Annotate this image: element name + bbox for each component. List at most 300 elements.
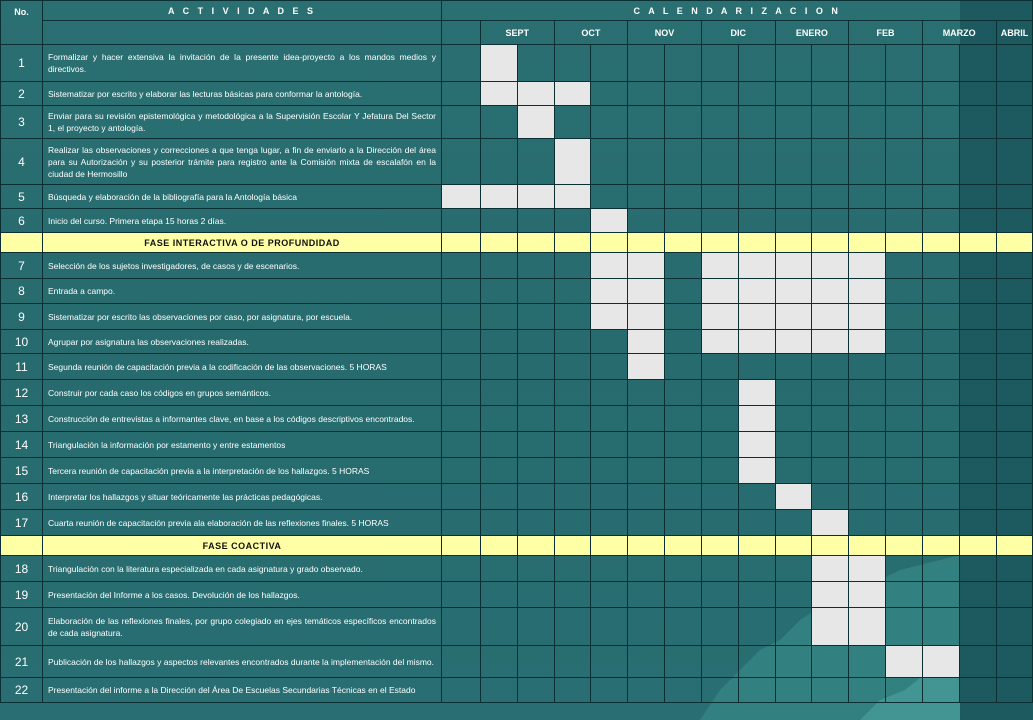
calendar-cell bbox=[480, 432, 517, 458]
calendar-cell bbox=[591, 458, 628, 484]
calendar-cell bbox=[517, 678, 554, 703]
calendar-cell bbox=[442, 82, 481, 106]
header-row bbox=[1, 1, 1033, 21]
calendar-cell bbox=[959, 330, 996, 354]
calendar-cell bbox=[591, 82, 628, 106]
phase-calendar-cell bbox=[480, 536, 517, 556]
calendar-cell bbox=[959, 678, 996, 703]
phase-calendar-cell bbox=[738, 233, 775, 253]
calendar-cell bbox=[665, 608, 702, 646]
calendar-cell bbox=[517, 582, 554, 608]
activity-description: Selección de los sujetos investigadores, de casos y de escenarios. bbox=[43, 253, 442, 279]
month-header-nov: NOV bbox=[628, 21, 702, 45]
calendar-cell bbox=[701, 432, 738, 458]
calendar-cell bbox=[812, 432, 849, 458]
activity-description: Presentación del Informe a los casos. Devolución de los hallazgos. bbox=[43, 582, 442, 608]
calendar-cell bbox=[775, 432, 812, 458]
calendar-cell bbox=[665, 484, 702, 510]
calendar-cell bbox=[665, 139, 702, 185]
calendar-cell bbox=[886, 185, 923, 209]
month-header-feb: FEB bbox=[849, 21, 923, 45]
calendar-cell bbox=[701, 582, 738, 608]
scheduled-cell bbox=[775, 484, 812, 510]
activity-description: Enviar para su revisión epistemológica y metodológica a la Supervisión Escolar Y Jefatura Del Sector 1, el proyecto y antología. bbox=[43, 106, 442, 139]
calendar-cell bbox=[849, 106, 886, 139]
scheduled-cell bbox=[738, 330, 775, 354]
phase-calendar-cell bbox=[442, 536, 481, 556]
activity-number: 3 bbox=[1, 106, 43, 139]
calendar-cell bbox=[959, 646, 996, 678]
calendar-cell bbox=[591, 139, 628, 185]
calendar-cell bbox=[886, 106, 923, 139]
month-header-oct: OCT bbox=[554, 21, 628, 45]
calendar-cell bbox=[996, 432, 1033, 458]
activity-number: 11 bbox=[1, 354, 43, 380]
calendar-cell bbox=[480, 510, 517, 536]
activity-row bbox=[1, 678, 1033, 703]
calendar-cell bbox=[738, 354, 775, 380]
activity-number: 9 bbox=[1, 304, 43, 330]
calendar-cell bbox=[554, 330, 591, 354]
scheduled-cell bbox=[701, 279, 738, 304]
calendar-cell bbox=[480, 458, 517, 484]
activity-description: Construcción de entrevistas a informantes clave, en base a los códigos descriptivos encontrados. bbox=[43, 406, 442, 432]
calendar-cell bbox=[849, 354, 886, 380]
calendar-cell bbox=[886, 406, 923, 432]
activity-number: 21 bbox=[1, 646, 43, 678]
scheduled-cell bbox=[812, 556, 849, 582]
calendar-cell bbox=[480, 209, 517, 233]
calendar-cell bbox=[480, 556, 517, 582]
phase-calendar-cell bbox=[812, 233, 849, 253]
calendar-cell bbox=[701, 209, 738, 233]
calendar-cell bbox=[812, 484, 849, 510]
activity-description: Triangulación la información por estamento y entre estamentos bbox=[43, 432, 442, 458]
calendar-cell bbox=[701, 458, 738, 484]
calendar-cell bbox=[959, 209, 996, 233]
calendar-cell bbox=[922, 279, 959, 304]
scheduled-cell bbox=[849, 330, 886, 354]
calendar-cell bbox=[922, 556, 959, 582]
scheduled-cell bbox=[738, 253, 775, 279]
calendar-cell bbox=[922, 185, 959, 209]
calendar-cell bbox=[701, 556, 738, 582]
calendar-cell bbox=[591, 608, 628, 646]
calendar-cell bbox=[591, 45, 628, 82]
calendar-cell bbox=[886, 432, 923, 458]
calendar-cell bbox=[442, 484, 481, 510]
activity-row bbox=[1, 582, 1033, 608]
calendar-cell bbox=[959, 354, 996, 380]
scheduled-cell bbox=[849, 253, 886, 279]
activity-description: Inicio del curso. Primera etapa 15 horas 2 días. bbox=[43, 209, 442, 233]
calendar-cell bbox=[922, 484, 959, 510]
activity-number: 4 bbox=[1, 139, 43, 185]
calendar-cell bbox=[665, 253, 702, 279]
calendar-cell bbox=[959, 45, 996, 82]
calendar-cell bbox=[591, 106, 628, 139]
calendar-cell bbox=[775, 82, 812, 106]
calendar-cell bbox=[738, 209, 775, 233]
calendar-cell bbox=[849, 380, 886, 406]
calendar-cell bbox=[996, 304, 1033, 330]
calendar-cell bbox=[996, 139, 1033, 185]
phase-calendar-cell bbox=[849, 536, 886, 556]
calendar-cell bbox=[812, 354, 849, 380]
calendar-cell bbox=[775, 678, 812, 703]
calendar-cell bbox=[517, 380, 554, 406]
scheduled-cell bbox=[442, 185, 481, 209]
phase-calendar-cell bbox=[628, 233, 665, 253]
activity-row bbox=[1, 82, 1033, 106]
calendar-cell bbox=[738, 646, 775, 678]
calendar-cell bbox=[738, 582, 775, 608]
calendar-cell bbox=[665, 432, 702, 458]
calendar-cell bbox=[628, 646, 665, 678]
calendar-cell bbox=[628, 608, 665, 646]
calendar-cell bbox=[996, 406, 1033, 432]
calendar-cell bbox=[959, 510, 996, 536]
activity-row bbox=[1, 406, 1033, 432]
scheduled-cell bbox=[628, 354, 665, 380]
calendar-cell bbox=[922, 106, 959, 139]
calendar-cell bbox=[442, 253, 481, 279]
calendar-cell bbox=[554, 646, 591, 678]
month-header-enero: ENERO bbox=[775, 21, 849, 45]
calendar-cell bbox=[922, 458, 959, 484]
calendar-cell bbox=[665, 304, 702, 330]
scheduled-cell bbox=[591, 253, 628, 279]
month-header-abril: ABRIL bbox=[996, 21, 1033, 45]
calendar-cell bbox=[480, 582, 517, 608]
calendar-cell bbox=[554, 253, 591, 279]
scheduled-cell bbox=[480, 185, 517, 209]
calendar-cell bbox=[922, 380, 959, 406]
scheduled-cell bbox=[812, 253, 849, 279]
calendar-cell bbox=[886, 139, 923, 185]
calendar-cell bbox=[554, 45, 591, 82]
activity-description: Interpretar los hallazgos y situar teóricamente las prácticas pedagógicas. bbox=[43, 484, 442, 510]
calendar-cell bbox=[517, 279, 554, 304]
calendar-cell bbox=[959, 253, 996, 279]
calendar-cell bbox=[554, 484, 591, 510]
month-header-dic: DIC bbox=[701, 21, 775, 45]
calendar-cell bbox=[922, 678, 959, 703]
calendar-cell bbox=[480, 406, 517, 432]
activity-number: 20 bbox=[1, 608, 43, 646]
calendar-cell bbox=[591, 380, 628, 406]
scheduled-cell bbox=[738, 380, 775, 406]
phase-calendar-cell bbox=[886, 536, 923, 556]
calendar-cell bbox=[886, 45, 923, 82]
calendar-cell bbox=[480, 380, 517, 406]
scheduled-cell bbox=[812, 510, 849, 536]
calendar-cell bbox=[701, 139, 738, 185]
calendar-cell bbox=[959, 582, 996, 608]
calendar-cell bbox=[554, 304, 591, 330]
calendar-cell bbox=[701, 82, 738, 106]
calendar-cell bbox=[996, 185, 1033, 209]
calendar-cell bbox=[738, 82, 775, 106]
calendar-cell bbox=[996, 106, 1033, 139]
phase-number-cell bbox=[1, 536, 43, 556]
calendar-cell bbox=[738, 678, 775, 703]
calendar-cell bbox=[996, 458, 1033, 484]
calendar-cell bbox=[701, 354, 738, 380]
calendar-cell bbox=[886, 608, 923, 646]
calendar-cell bbox=[996, 45, 1033, 82]
calendar-cell bbox=[886, 556, 923, 582]
calendar-cell bbox=[996, 510, 1033, 536]
scheduled-cell bbox=[738, 458, 775, 484]
calendar-cell bbox=[886, 279, 923, 304]
phase-calendar-cell bbox=[554, 536, 591, 556]
activities-header-blank bbox=[43, 21, 442, 45]
scheduled-cell bbox=[812, 330, 849, 354]
calendar-cell bbox=[849, 82, 886, 106]
calendar-cell bbox=[517, 608, 554, 646]
phase-calendar-cell bbox=[665, 233, 702, 253]
calendar-cell bbox=[480, 304, 517, 330]
calendar-cell bbox=[849, 185, 886, 209]
scheduled-cell bbox=[701, 253, 738, 279]
calendar-cell bbox=[665, 185, 702, 209]
calendar-cell bbox=[775, 646, 812, 678]
calendar-cell bbox=[628, 209, 665, 233]
calendar-column-header: C A L E N D A R I Z A C I O N bbox=[442, 1, 1033, 21]
calendar-cell bbox=[922, 582, 959, 608]
calendar-cell bbox=[922, 608, 959, 646]
scheduled-cell bbox=[775, 253, 812, 279]
calendar-cell bbox=[959, 406, 996, 432]
scheduled-cell bbox=[812, 304, 849, 330]
activity-number: 10 bbox=[1, 330, 43, 354]
scheduled-cell bbox=[849, 279, 886, 304]
scheduled-cell bbox=[849, 304, 886, 330]
calendar-cell bbox=[517, 304, 554, 330]
calendar-cell bbox=[775, 106, 812, 139]
scheduled-cell bbox=[738, 304, 775, 330]
calendar-cell bbox=[442, 279, 481, 304]
calendar-cell bbox=[701, 380, 738, 406]
months-header-row bbox=[1, 21, 1033, 45]
calendar-cell bbox=[480, 106, 517, 139]
phase-calendar-cell bbox=[480, 233, 517, 253]
calendar-cell bbox=[775, 354, 812, 380]
calendar-cell bbox=[517, 330, 554, 354]
activity-row bbox=[1, 432, 1033, 458]
scheduled-cell bbox=[628, 279, 665, 304]
calendar-cell bbox=[849, 678, 886, 703]
calendar-cell bbox=[849, 484, 886, 510]
calendar-cell bbox=[517, 139, 554, 185]
calendar-cell bbox=[554, 432, 591, 458]
activity-row bbox=[1, 106, 1033, 139]
scheduled-cell bbox=[480, 45, 517, 82]
calendar-cell bbox=[480, 646, 517, 678]
calendar-cell bbox=[665, 330, 702, 354]
calendar-cell bbox=[442, 556, 481, 582]
calendar-cell bbox=[701, 646, 738, 678]
calendar-cell bbox=[775, 185, 812, 209]
calendar-cell bbox=[849, 139, 886, 185]
calendar-cell bbox=[775, 45, 812, 82]
calendar-cell bbox=[665, 582, 702, 608]
calendar-cell bbox=[886, 304, 923, 330]
scheduled-cell bbox=[812, 582, 849, 608]
phase-calendar-cell bbox=[922, 233, 959, 253]
calendar-cell bbox=[591, 406, 628, 432]
calendar-cell bbox=[996, 678, 1033, 703]
calendar-cell bbox=[775, 608, 812, 646]
calendar-cell bbox=[665, 209, 702, 233]
calendar-cell bbox=[591, 484, 628, 510]
calendar-cell bbox=[442, 582, 481, 608]
calendar-cell bbox=[886, 678, 923, 703]
activity-row bbox=[1, 279, 1033, 304]
calendar-cell bbox=[517, 432, 554, 458]
activity-number: 2 bbox=[1, 82, 43, 106]
calendar-cell bbox=[665, 45, 702, 82]
calendar-cell bbox=[628, 82, 665, 106]
activity-row bbox=[1, 458, 1033, 484]
calendar-cell bbox=[442, 458, 481, 484]
scheduled-cell bbox=[701, 304, 738, 330]
calendar-cell bbox=[812, 106, 849, 139]
phase-calendar-cell bbox=[996, 536, 1033, 556]
activity-number: 14 bbox=[1, 432, 43, 458]
calendar-cell bbox=[959, 556, 996, 582]
calendar-cell bbox=[775, 139, 812, 185]
calendar-cell bbox=[775, 556, 812, 582]
scheduled-cell bbox=[849, 608, 886, 646]
calendar-cell bbox=[701, 406, 738, 432]
calendar-cell bbox=[665, 678, 702, 703]
activity-description: Realizar las observaciones y correcciones a que tenga lugar, a fin de enviarlo a la Dirección del área para su Autorización y su posterior trámite para registro ante la Comisión mixta de escalafón en la ciudad de Hermosillo bbox=[43, 139, 442, 185]
calendar-cell bbox=[591, 646, 628, 678]
calendar-cell bbox=[959, 484, 996, 510]
calendar-cell bbox=[886, 354, 923, 380]
scheduled-cell bbox=[886, 646, 923, 678]
calendar-cell bbox=[554, 380, 591, 406]
calendar-cell bbox=[701, 608, 738, 646]
calendar-cell bbox=[996, 354, 1033, 380]
calendar-cell bbox=[665, 354, 702, 380]
calendar-cell bbox=[665, 82, 702, 106]
calendar-cell bbox=[775, 458, 812, 484]
calendar-cell bbox=[442, 304, 481, 330]
calendar-cell bbox=[701, 45, 738, 82]
activity-number: 6 bbox=[1, 209, 43, 233]
activity-description: Elaboración de las reflexiones finales, por grupo colegiado en ejes temáticos específicos encontrados de cada asignatura. bbox=[43, 608, 442, 646]
scheduled-cell bbox=[812, 608, 849, 646]
calendar-cell bbox=[480, 354, 517, 380]
activity-description: Sistematizar por escrito y elaborar las lecturas básicas para conformar la antología. bbox=[43, 82, 442, 106]
calendar-cell bbox=[591, 510, 628, 536]
calendar-cell bbox=[628, 510, 665, 536]
activity-description: Triangulación con la literatura especializada en cada asignatura y grado observado. bbox=[43, 556, 442, 582]
calendar-cell bbox=[442, 678, 481, 703]
calendar-cell bbox=[922, 406, 959, 432]
calendar-cell bbox=[442, 139, 481, 185]
calendar-cell bbox=[480, 678, 517, 703]
calendar-cell bbox=[922, 82, 959, 106]
calendar-cell bbox=[517, 510, 554, 536]
calendar-cell bbox=[628, 185, 665, 209]
phase-row bbox=[1, 233, 1033, 253]
activity-description: Formalizar y hacer extensiva la invitación de la presente idea-proyecto a los mandos medios y directivos. bbox=[43, 45, 442, 82]
calendar-cell bbox=[517, 556, 554, 582]
calendar-cell bbox=[628, 582, 665, 608]
phase-calendar-cell bbox=[442, 233, 481, 253]
scheduled-cell bbox=[849, 556, 886, 582]
activity-row bbox=[1, 330, 1033, 354]
activity-number: 13 bbox=[1, 406, 43, 432]
calendar-cell bbox=[628, 678, 665, 703]
calendar-cell bbox=[554, 608, 591, 646]
activity-number: 19 bbox=[1, 582, 43, 608]
calendar-cell bbox=[959, 432, 996, 458]
calendar-cell bbox=[628, 484, 665, 510]
calendar-cell bbox=[480, 139, 517, 185]
activity-description: Búsqueda y elaboración de la bibliografía para la Antología básica bbox=[43, 185, 442, 209]
calendar-cell bbox=[665, 106, 702, 139]
calendar-cell bbox=[442, 432, 481, 458]
scheduled-cell bbox=[591, 304, 628, 330]
calendar-cell bbox=[922, 432, 959, 458]
scheduled-cell bbox=[775, 330, 812, 354]
calendar-cell bbox=[665, 279, 702, 304]
phase-calendar-cell bbox=[665, 536, 702, 556]
calendar-cell bbox=[812, 139, 849, 185]
calendar-cell bbox=[812, 185, 849, 209]
scheduled-cell bbox=[591, 209, 628, 233]
calendar-cell bbox=[554, 458, 591, 484]
phase-title: FASE COACTIVA bbox=[43, 536, 442, 556]
calendar-cell bbox=[922, 330, 959, 354]
calendar-cell bbox=[886, 209, 923, 233]
activity-row bbox=[1, 646, 1033, 678]
calendar-cell bbox=[665, 380, 702, 406]
activity-row bbox=[1, 185, 1033, 209]
calendar-cell bbox=[554, 209, 591, 233]
calendar-cell bbox=[591, 330, 628, 354]
activity-description: Segunda reunión de capacitación previa a la codificación de las observaciones. 5 HORAS bbox=[43, 354, 442, 380]
calendar-cell bbox=[442, 646, 481, 678]
calendar-cell bbox=[628, 45, 665, 82]
calendar-cell bbox=[812, 82, 849, 106]
calendar-cell bbox=[996, 209, 1033, 233]
calendar-cell bbox=[554, 556, 591, 582]
calendar-cell bbox=[591, 185, 628, 209]
calendar-cell bbox=[628, 458, 665, 484]
scheduled-cell bbox=[554, 82, 591, 106]
scheduled-cell bbox=[922, 646, 959, 678]
activity-number: 18 bbox=[1, 556, 43, 582]
phase-calendar-cell bbox=[812, 536, 849, 556]
calendar-cell bbox=[665, 556, 702, 582]
calendar-cell bbox=[738, 556, 775, 582]
number-column-header: No. bbox=[1, 1, 43, 45]
calendar-cell bbox=[517, 354, 554, 380]
scheduled-cell bbox=[701, 330, 738, 354]
phase-calendar-cell bbox=[886, 233, 923, 253]
calendar-cell bbox=[886, 458, 923, 484]
activity-description: Sistematizar por escrito las observaciones por caso, por asignatura, por escuela. bbox=[43, 304, 442, 330]
calendar-cell bbox=[922, 354, 959, 380]
scheduled-cell bbox=[738, 279, 775, 304]
calendar-cell bbox=[701, 510, 738, 536]
